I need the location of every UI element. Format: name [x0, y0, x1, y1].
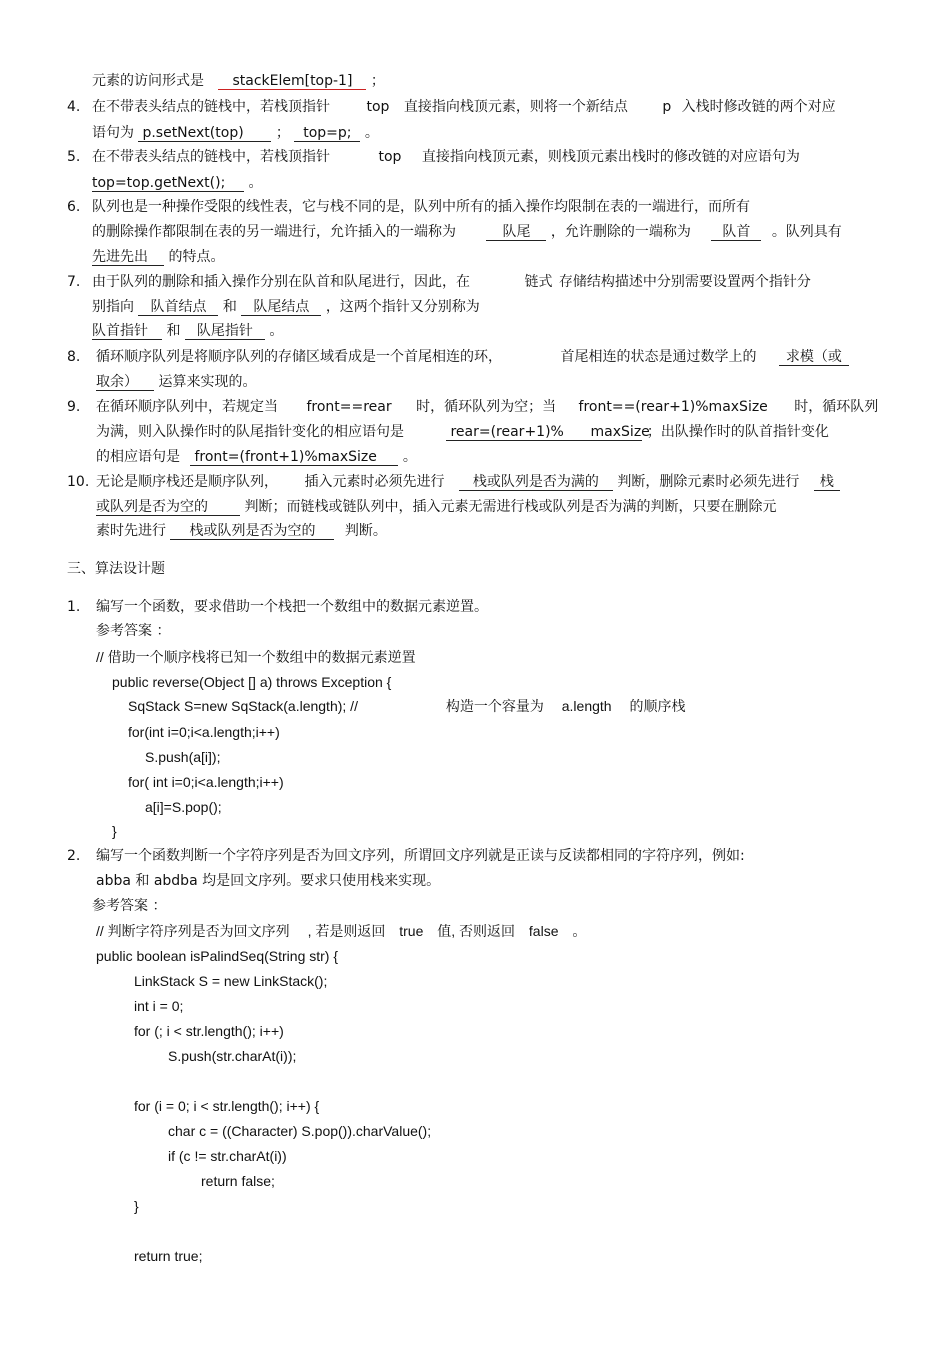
question-text: front==(rear+1)%maxSize: [578, 399, 768, 415]
question-6-line-3: [92, 248, 224, 266]
question-text: top: [366, 99, 390, 115]
question-text: 的相应语句是: [96, 449, 180, 465]
code-line: return false;: [201, 1173, 275, 1189]
code-line: char c = ((Character) S.pop()).charValue();: [168, 1123, 432, 1139]
prev-question-text: 元素的访问形式是: [92, 73, 204, 89]
question-text: 判断；而链栈或链队列中，插入元素无需进行栈或队列是否为满的判断，只要在删除元: [244, 499, 777, 515]
prev-question-line: [92, 72, 385, 90]
question-text: 首尾相连的状态是通过数学上的: [560, 349, 757, 365]
code-comment-text: 值, 否则返回: [437, 923, 516, 939]
punctuation: 。: [269, 323, 284, 339]
algorithm-1-statement: 编写一个函数，要求借助一个栈把一个数组中的数据元素逆置。: [96, 599, 488, 615]
answer-blank: top=top.getNext();: [92, 175, 244, 192]
question-text: 直接指向栈顶元素，则将一个新结点: [403, 99, 628, 115]
answer-blank: 队首: [711, 224, 761, 241]
question-text: 的特点。: [168, 249, 225, 265]
answer-blank: front=(front+1)%maxSize: [190, 449, 398, 466]
question-text: 循环顺序队列是将顺序队列的存储区域看成是一个首尾相连的环，: [96, 349, 502, 365]
answer-blank: p.setNext(top): [138, 125, 271, 142]
code-line: }: [134, 1198, 139, 1214]
question-4-line-2: [92, 124, 379, 142]
code-line: for (; i < str.length(); i++): [134, 1023, 284, 1039]
code-comment-text: // 判断字符序列是否为回文序列: [96, 923, 290, 939]
code-line: public reverse(Object [] a) throws Exception {: [112, 674, 392, 690]
question-text: 语句为: [92, 125, 134, 141]
answer-blank: rear=(rear+1)% maxSize: [446, 424, 642, 441]
code-line: public boolean isPalindSeq(String str) {: [96, 948, 339, 964]
answer-blank: 队首指针: [92, 323, 162, 340]
code-line: return true;: [134, 1248, 203, 1264]
question-text: 由于队列的删除和插入操作分别在队首和队尾进行，因此，在: [92, 274, 470, 290]
question-text: 别指向: [92, 299, 134, 315]
punctuation: 。: [248, 175, 263, 191]
question-text: 在循环顺序队列中，若规定当: [96, 399, 278, 415]
code-line: [128, 697, 685, 715]
algorithm-2-statement-line-1: 编写一个函数判断一个字符序列是否为回文序列，所谓回文序列就是正读与反读都相同的字符序列，例如:: [96, 848, 745, 864]
question-8-line-2: [96, 373, 256, 391]
question-9-line-2: [96, 423, 829, 441]
code-text: SqStack S=new SqStack(a.length); //: [128, 698, 358, 714]
question-text: front==rear: [306, 399, 392, 415]
code-line: int i = 0;: [134, 998, 184, 1014]
answer-blank: 取余）: [96, 374, 154, 391]
reference-answer-label: 参考答案 ：: [96, 623, 171, 639]
question-text: top: [378, 149, 402, 165]
punctuation: ；: [275, 125, 290, 141]
answer-blank: 栈或队列是否为空的: [170, 523, 334, 540]
code-comment-text: , 若是则返回: [307, 923, 386, 939]
punctuation: ；: [370, 73, 385, 89]
code-comment-text: a.length: [561, 698, 612, 714]
question-text: 插入元素时必须先进行: [304, 474, 445, 490]
question-text: 为满，则入队操作时的队尾指针变化的相应语句是: [96, 424, 404, 440]
section-heading: 三、算法设计题: [67, 561, 165, 577]
question-text: 在不带表头结点的链栈中，若栈顶指针: [92, 99, 330, 115]
question-10-number: 10.: [67, 474, 90, 490]
question-text: ；出队操作时的队首指针变化: [646, 424, 829, 440]
code-comment-text: false: [528, 923, 559, 939]
question-5-line-2: [92, 174, 262, 192]
code-line: for(int i=0;i<a.length;i++): [128, 724, 280, 740]
code-comment: // 借助一个顺序栈将已知一个数组中的数据元素逆置: [96, 649, 416, 665]
question-text: 无论是顺序栈还是顺序队列，: [96, 474, 278, 490]
answer-blank: 栈: [814, 474, 840, 491]
question-text: 和: [222, 299, 237, 315]
code-line: for( int i=0;i<a.length;i++): [128, 774, 284, 790]
answer-blank: 队尾: [486, 224, 546, 241]
question-6-line-1: 队列也是一种操作受限的线性表，它与栈不同的是，队列中所有的插入操作均限制在表的一端进行，而所有: [92, 199, 750, 215]
question-7-number: 7.: [67, 274, 81, 290]
answer-blank: stackElem[top-1]: [218, 73, 366, 90]
question-7-line-1: [92, 273, 811, 291]
question-10-line-2: [96, 498, 776, 516]
question-text: 时，循环队列为空；当: [416, 399, 557, 415]
question-9-line-3: [96, 448, 417, 466]
question-5-line-1: [92, 148, 800, 166]
answer-blank: top=p;: [294, 125, 360, 142]
question-10-line-3: [96, 522, 387, 540]
code-comment: [96, 922, 586, 940]
answer-blank: 求模（或: [779, 349, 849, 366]
code-line: LinkStack S = new LinkStack();: [134, 973, 328, 989]
question-text: 在不带表头结点的链栈中，若栈顶指针: [92, 149, 330, 165]
question-text: ，这两个指针又分别称为: [325, 299, 480, 315]
question-text: 的删除操作都限制在表的另一端进行，允许插入的一端称为: [92, 224, 456, 240]
question-text: ，允许删除的一端称为: [550, 224, 691, 240]
question-text: 。队列具有: [771, 224, 842, 240]
answer-blank: 队首结点: [138, 299, 218, 316]
code-comment-text: 构造一个容量为: [445, 698, 544, 714]
question-text: 时，循环队列: [794, 399, 879, 415]
question-text: 直接指向栈顶元素，则栈顶元素出栈时的修改链的对应语句为: [421, 149, 800, 165]
question-10-line-1: [96, 473, 840, 491]
answer-blank: 先进先出: [92, 249, 164, 266]
question-text: 存储结构描述中分别需要设置两个指针分: [558, 274, 811, 290]
question-8-number: 8.: [67, 349, 81, 365]
answer-blank: 队尾结点: [241, 299, 321, 316]
algorithm-2-number: 2.: [67, 848, 81, 864]
question-text: 和: [166, 323, 181, 339]
code-comment-text: true: [399, 923, 424, 939]
question-4-number: 4.: [67, 99, 81, 115]
code-line: }: [112, 823, 117, 839]
reference-answer-label: 参考答案 ：: [92, 898, 167, 914]
question-6-line-2: [92, 223, 842, 241]
question-9-number: 9.: [67, 399, 81, 415]
algorithm-1-number: 1.: [67, 599, 81, 615]
answer-blank: 栈或队列是否为满的: [459, 474, 613, 491]
question-text: p: [662, 99, 672, 115]
question-text: 判断，删除元素时必须先进行: [617, 474, 800, 490]
question-7-line-2: [92, 298, 480, 316]
question-text: 运算来实现的。: [158, 374, 257, 390]
code-line: S.push(a[i]);: [145, 749, 221, 765]
question-text: 链式: [524, 274, 553, 290]
question-9-line-1: [96, 398, 878, 416]
question-text: 素时先进行: [96, 523, 166, 539]
code-line: for (i = 0; i < str.length(); i++) {: [134, 1098, 320, 1114]
question-4-line-1: [92, 98, 836, 116]
question-5-number: 5.: [67, 149, 81, 165]
question-8-line-1: [96, 348, 849, 366]
code-line: if (c != str.charAt(i)): [168, 1148, 287, 1164]
answer-blank: 或队列是否为空的: [96, 499, 240, 516]
answer-blank: 队尾指针: [185, 323, 265, 340]
question-6-number: 6.: [67, 199, 81, 215]
question-text: 入栈时修改链的两个对应: [681, 99, 836, 115]
code-line: a[i]=S.pop();: [145, 799, 222, 815]
code-comment-text: 。: [572, 923, 587, 939]
punctuation: 。: [402, 449, 417, 465]
punctuation: 。: [364, 125, 379, 141]
algorithm-2-statement-line-2: abba 和 abdba 均是回文序列。要求只使用栈来实现。: [96, 873, 441, 889]
code-comment-text: 的顺序栈: [629, 698, 686, 714]
question-7-line-3: [92, 322, 283, 340]
code-line: S.push(str.charAt(i));: [168, 1048, 297, 1064]
question-text: 判断。: [344, 523, 387, 539]
